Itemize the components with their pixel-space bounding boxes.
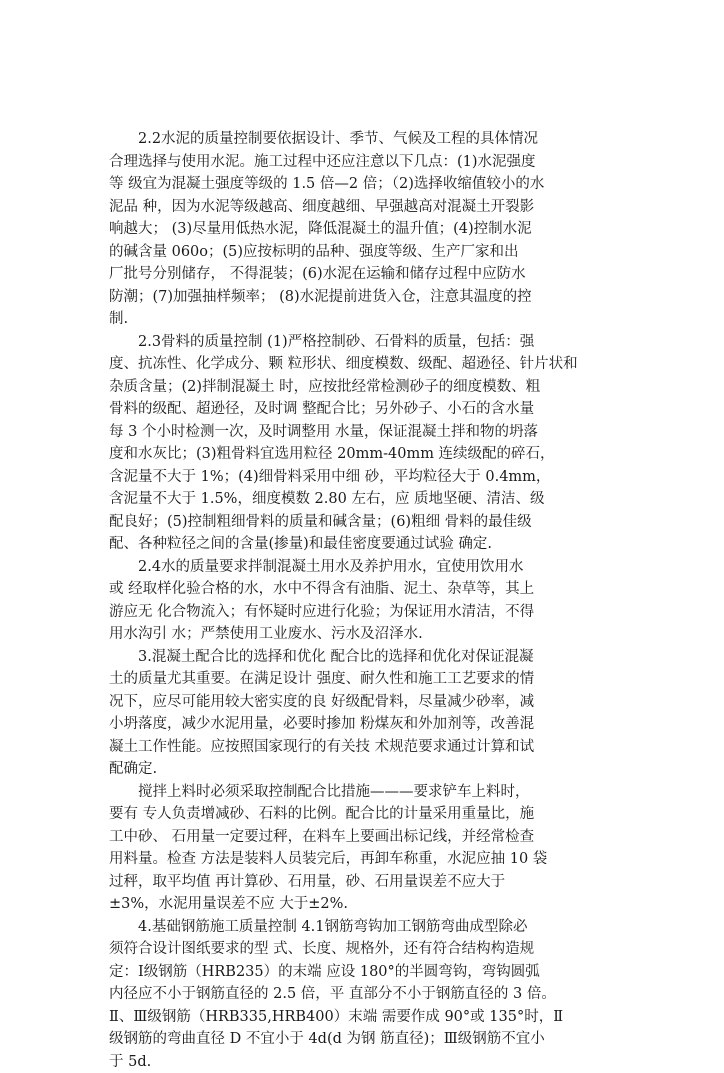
text-line: 况下，应尽可能用较大密实度的良 好级配骨料，尽量减少砂率，减 [109,691,619,714]
text-line: 定：Ⅰ级钢筋（HRB235）的末端 应设 180°的半圆弯钩，弯钩圆弧 [109,961,619,984]
text-line: 用水沟引 水；严禁使用工业废水、污水及沼泽水. [109,623,619,646]
text-line: 4.基础钢筋施工质量控制 4.1钢筋弯钩加工钢筋弯曲成型除必 [109,916,619,939]
text-line: 等 级宜为混凝土强度等级的 1.5 倍—2 倍；（2)选择收缩值较小的水 [109,173,619,196]
text-line: 含泥量不大于 1.5%，细度模数 2.80 左右，应 质地坚硬、清洁、级 [109,488,619,511]
text-line: 土的质量尤其重要。在满足设计 强度、耐久性和施工工艺要求的情 [109,668,619,691]
text-line: 泥品 种，因为水泥等级越高、细度越细、早强越高对混凝土开裂影 [109,196,619,219]
text-line: 杂质含量；(2)拌制混凝土 时，应按批经常检测砂子的细度模数、粗 [109,376,619,399]
text-line: 厂批号分别储存， 不得混装；(6)水泥在运输和储存过程中应防水 [109,263,619,286]
text-line: 的碱含量 060o；(5)应按标明的品种、强度等级、生产厂家和出 [109,241,619,264]
text-line: 2.3骨料的质量控制 (1)严格控制砂、石骨料的质量，包括：强 [109,331,619,354]
paragraph [109,128,619,331]
paragraph [109,646,619,781]
paragraph [109,916,619,1073]
text-line: 游应无 化合物流入；有怀疑时应进行化验；为保证用水清洁，不得 [109,601,619,624]
text-line: 或 经取样化验合格的水，水中不得含有油脂、泥土、杂草等，其上 [109,578,619,601]
text-line: 3.混凝土配合比的选择和优化 配合比的选择和优化对保证混凝 [109,646,619,669]
text-line: 凝土工作性能。应按照国家现行的有关技 术规范要求通过计算和试 [109,736,619,759]
text-line: 合理选择与使用水泥。施工过程中还应注意以下几点：(1)水泥强度 [109,151,619,174]
text-line: 搅拌上料时必须采取控制配合比措施———要求铲车上料时， [109,781,619,804]
text-line: 配良好；(5)控制粗细骨料的质量和碱含量；(6)粗细 骨料的最佳级 [109,511,619,534]
text-line: 每 3 个小时检测一次，及时调整用 水量，保证混凝土拌和物的坍落 [109,421,619,444]
text-line: 2.2水泥的质量控制要依据设计、季节、气候及工程的具体情况 [109,128,619,151]
text-line: 工中砂、 石用量一定要过秤，在料车上要画出标记线，并经常检查 [109,826,619,849]
text-line: 防潮；(7)加强抽样频率； (8)水泥提前进货入仓，注意其温度的控 [109,286,619,309]
text-line: 制. [109,308,619,331]
text-line: 配、各种粒径之间的含量(掺量)和最佳密度要通过试验 确定. [109,533,619,556]
text-line: 要有 专人负责增减砂、石料的比例。配合比的计量采用重量比，施 [109,803,619,826]
text-line: 2.4水的质量要求拌制混凝土用水及养护用水，宜使用饮用水 [109,556,619,579]
text-line: 须符合设计图纸要求的型 式、长度、规格外，还有符合结构构造规 [109,938,619,961]
paragraph [109,781,619,916]
text-line: 配确定. [109,758,619,781]
paragraph [109,331,619,556]
text-line: 过秤，取平均值 再计算砂、石用量，砂、石用量误差不应大于 [109,871,619,894]
text-line: 度和水灰比；(3)粗骨料宜选用粒径 20mm-40mm 连续级配的碎石， [109,443,619,466]
text-line: ±3%，水泥用量误差不应 大于±2%. [109,893,619,916]
text-line: 级钢筋的弯曲直径 D 不宜小于 4d(d 为钢 筋直径)；Ⅲ级钢筋不宜小 [109,1028,619,1051]
text-line: 于 5d. [109,1051,619,1073]
document-body [109,128,619,1073]
text-line: 响越大； (3)尽量用低热水泥，降低混凝土的温升值；(4)控制水泥 [109,218,619,241]
paragraph [109,556,619,646]
text-line: 小坍落度，减少水泥用量，必要时掺加 粉煤灰和外加剂等，改善混 [109,713,619,736]
text-line: Ⅱ、Ⅲ级钢筋（HRB335,HRB400）末端 需要作成 90°或 135°时，Ⅱ [109,1006,619,1029]
text-line: 骨料的级配、超逊径，及时调 整配合比；另外砂子、小石的含水量 [109,398,619,421]
text-line: 含泥量不大于 1%；(4)细骨料采用中细 砂，平均粒径大于 0.4mm， [109,466,619,489]
text-line: 度、抗冻性、化学成分、颗 粒形状、细度模数、级配、超逊径、针片状和 [109,353,619,376]
text-line: 内径应不小于钢筋直径的 2.5 倍，平 直部分不小于钢筋直径的 3 倍。 [109,983,619,1006]
text-line: 用料量。检查 方法是装料人员装完后，再卸车称重，水泥应抽 10 袋 [109,848,619,871]
